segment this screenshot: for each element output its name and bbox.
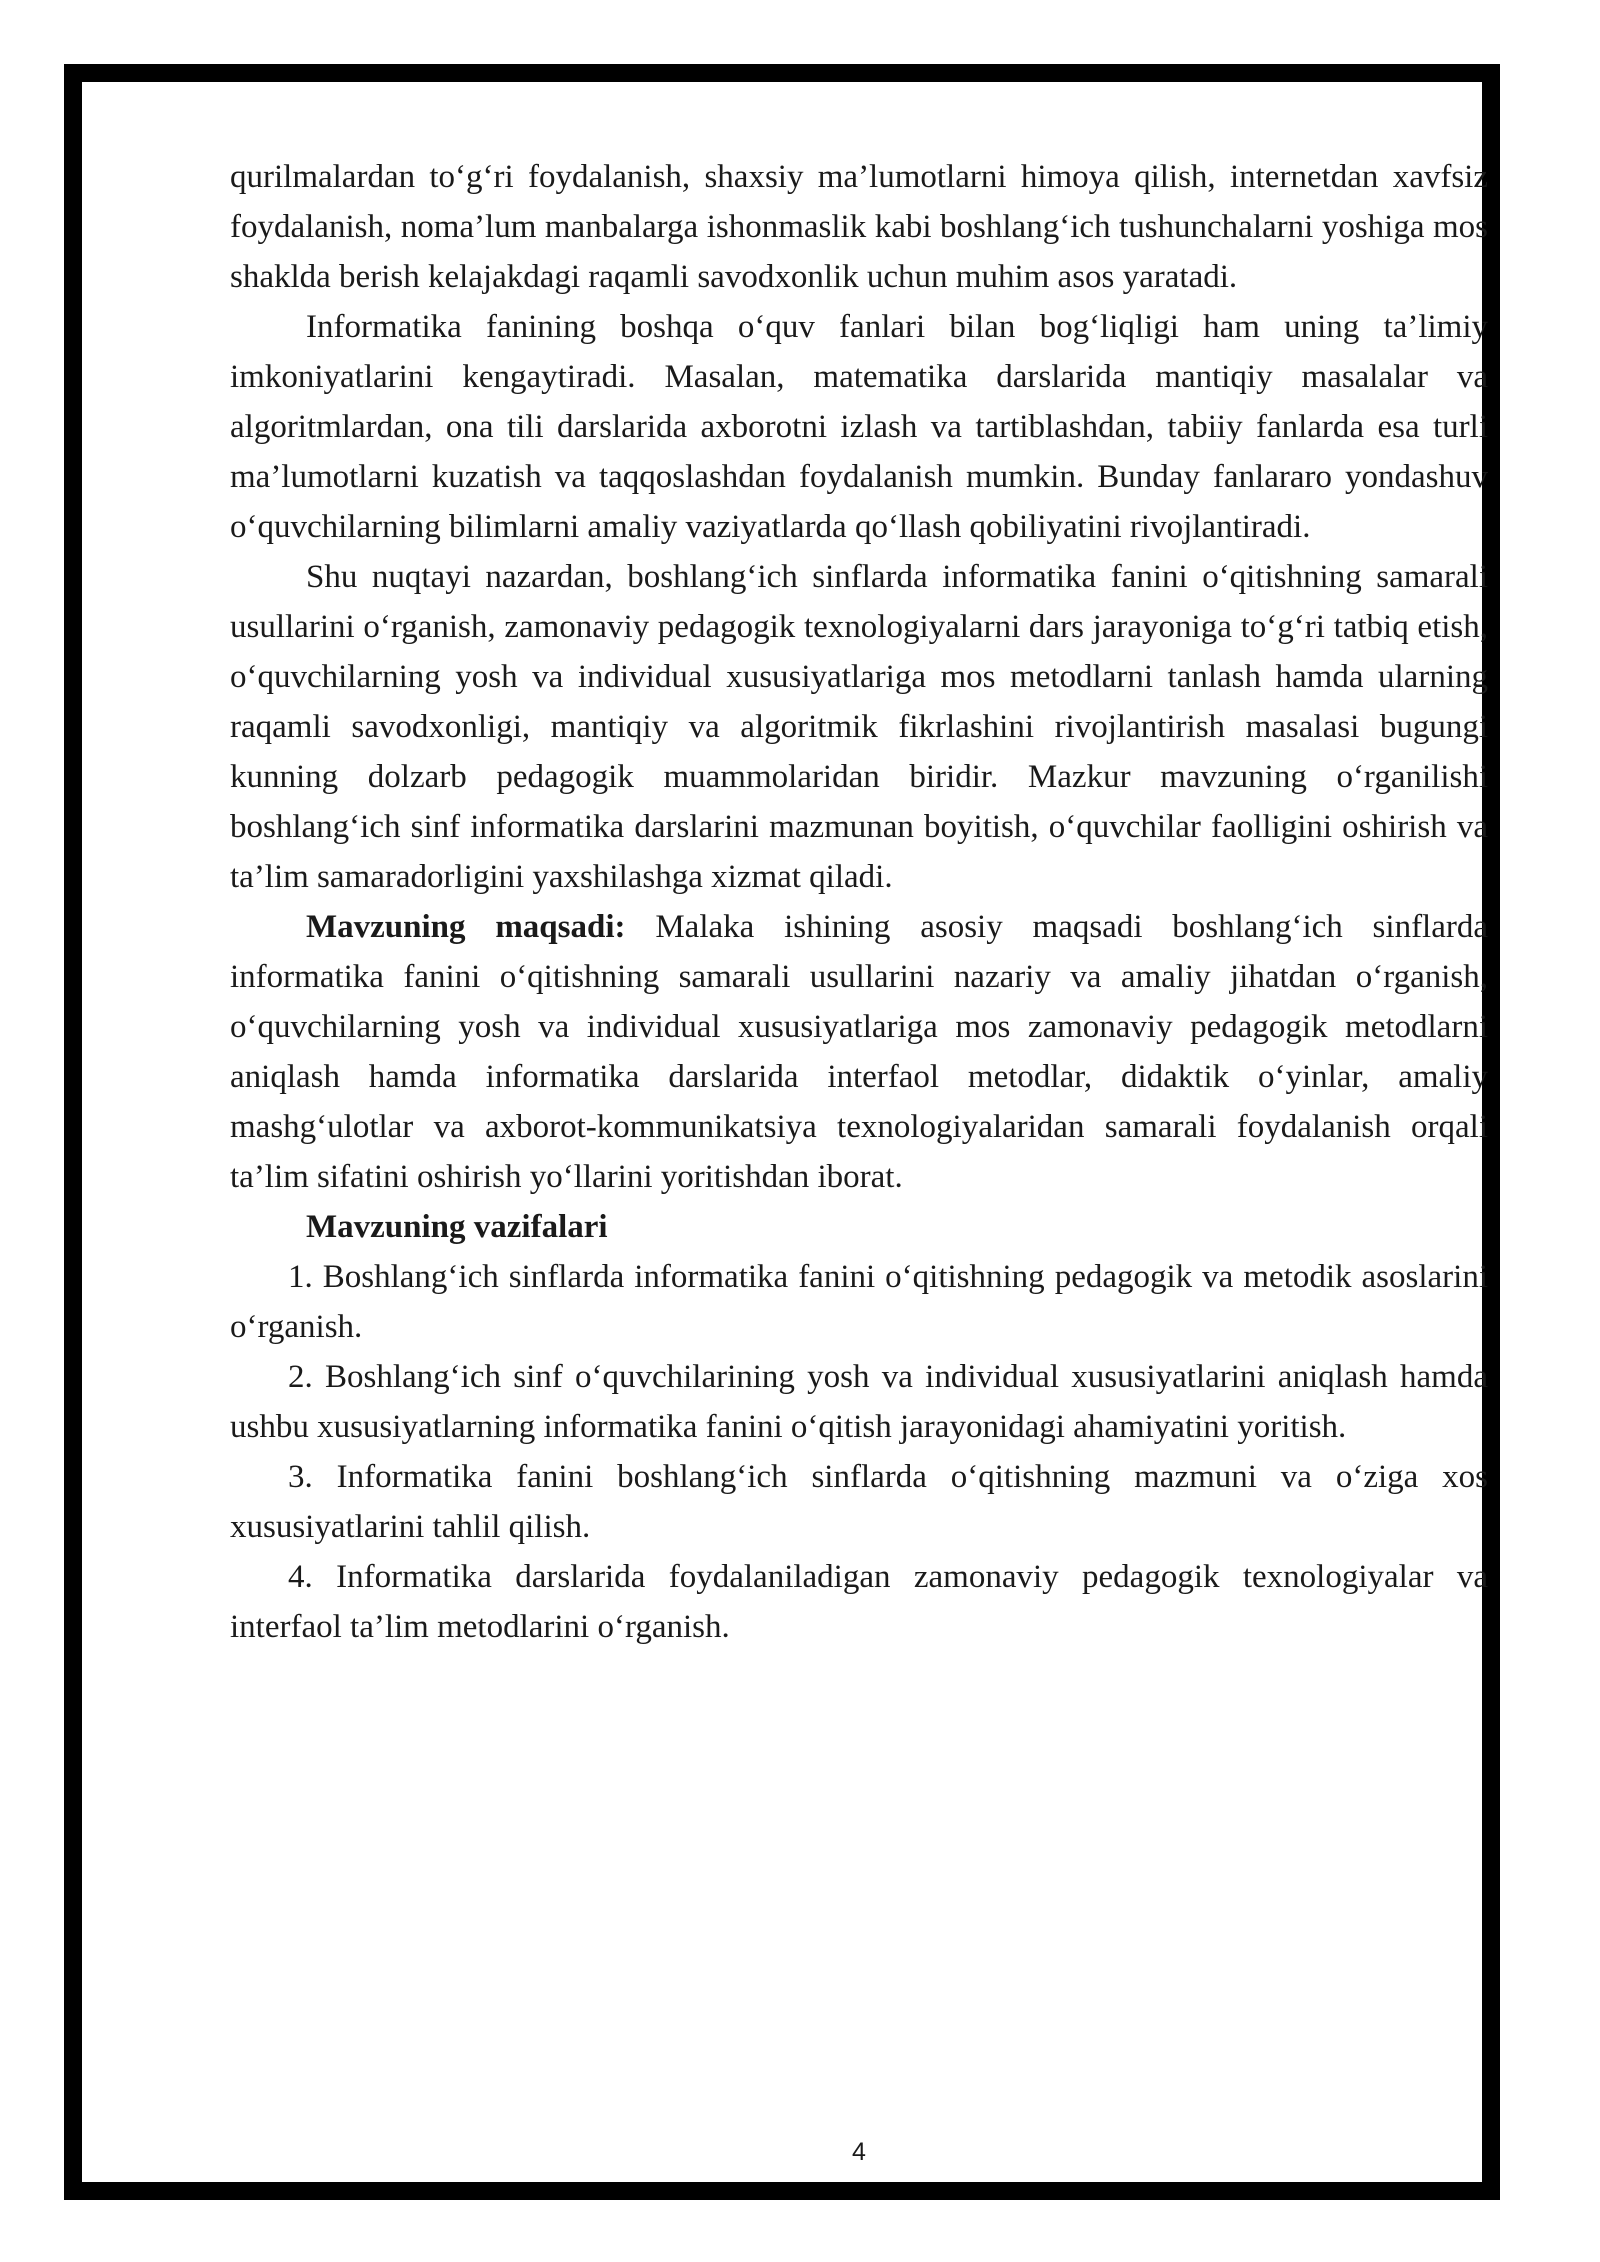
task-item-1: 1. Boshlang‘ich sinflarda informatika fanini o‘qitishning pedagogik va metodik asoslarini o‘rganish. [230, 1259, 1488, 1345]
paragraph-interdisciplinary: Informatika fanining boshqa o‘quv fanlari bilan bog‘liqligi ham uning ta’limiy imkoniyatlarini kengaytiradi. Masalan, matematika darslarida mantiqiy masalalar va algoritmlardan, ona tili darslarida axborotni izlash va tartiblashdan, tabiiy fanlarda esa turli ma’lumotlarni kuzatish va taqqoslashdan foydalanish mumkin. Bunday fanlararo yondashuv o‘quvchilarning bilimlarni amaliy vaziyatlarda qo‘llash qobiliyatini rivojlantiradi. [230, 309, 1488, 545]
page-number: 4 [852, 2138, 866, 2166]
paragraph-relevance: Shu nuqtayi nazardan, boshlang‘ich sinflarda informatika fanini o‘qitishning samarali usullarini o‘rganish, zamonaviy pedagogik texnologiyalarni dars jarayoniga to‘g‘ri tatbiq etish, o‘quvchilarning yosh va individual xususiyatlariga mos metodlarni tanlash hamda ularning raqamli savodxonligi, mantiqiy va algoritmik fikrlashini rivojlantirish masalasi bugungi kunning dolzarb pedagogik muammolaridan biridir. Mazkur mavzuning o‘rganilishi boshlang‘ich sinf informatika darslarini mazmunan boyitish, o‘quvchilar faolligini oshirish va ta’lim samaradorligini yaxshilashga xizmat qiladi. [230, 559, 1488, 895]
goal-label: Mavzuning maqsadi: [306, 909, 626, 945]
document-body [230, 152, 1488, 1652]
goal-text: Malaka ishining asosiy maqsadi boshlang‘ich sinflarda informatika fanini o‘qitishning samarali usullarini nazariy va amaliy jihatdan o‘rganish, o‘quvchilarning yosh va individual xususiyatlariga mos zamonaviy pedagogik metodlarni aniqlash hamda informatika darslarida interfaol metodlar, didaktik o‘yinlar, amaliy mashg‘ulotlar va axborot-kommunikatsiya texnologiyalaridan samarali foydalanish orqali ta’lim sifatini oshirish yo‘llarini yoritishdan iborat. [230, 909, 1489, 1195]
task-item-3: 3. Informatika fanini boshlang‘ich sinflarda o‘qitishning mazmuni va o‘ziga xos xususiyatlarini tahlil qilish. [230, 1459, 1488, 1545]
task-item-4: 4. Informatika darslarida foydalaniladigan zamonaviy pedagogik texnologiyalar va interfaol ta’lim metodlarini o‘rganish. [230, 1559, 1488, 1645]
tasks-heading: Mavzuning vazifalari [306, 1209, 608, 1245]
paragraph-digital-safety: qurilmalardan to‘g‘ri foydalanish, shaxsiy ma’lumotlarni himoya qilish, internetdan xavfsiz foydalanish, noma’lum manbalarga ishonmaslik kabi boshlang‘ich tushunchalarni yoshiga mos shaklda berish kelajakdagi raqamli savodxonlik uchun muhim asos yaratadi. [230, 159, 1488, 295]
task-item-2: 2. Boshlang‘ich sinf o‘quvchilarining yosh va individual xususiyatlarini aniqlash hamda ushbu xususiyatlarning informatika fanini o‘qitish jarayonidagi ahamiyatini yoritish. [230, 1359, 1488, 1445]
paragraph-goal [230, 902, 1488, 1202]
